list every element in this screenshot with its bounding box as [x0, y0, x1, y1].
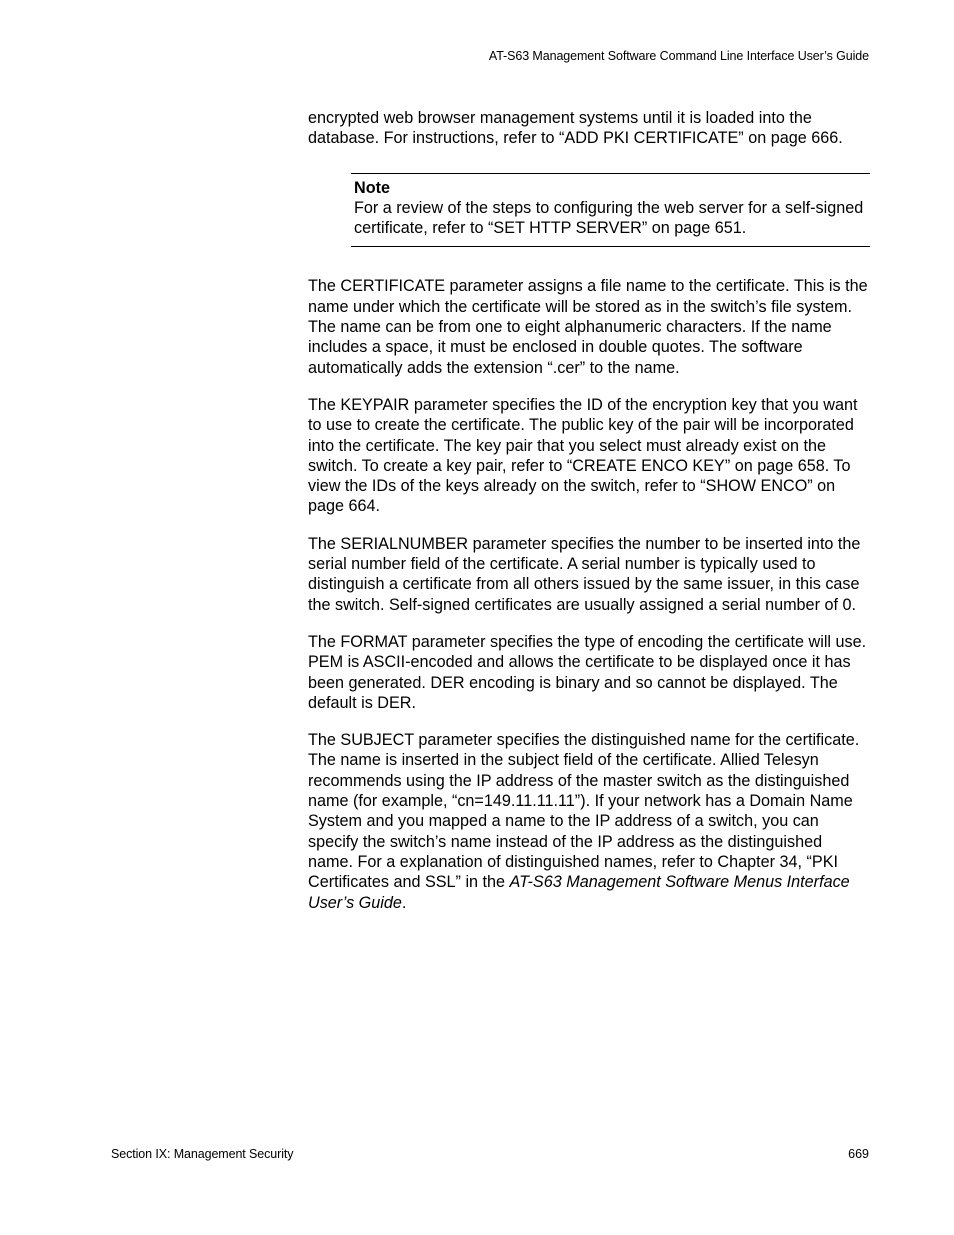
serialnumber-paragraph: The SERIALNUMBER parameter specifies the number to be inserted into the serial number field of the certificate. A serial number is typically used to distinguish a certificate from all others issued by the same issuer, in this case the switch. Self-signed certificates are usually assigned a serial number of 0. — [308, 534, 861, 614]
page-number: 669 — [848, 1147, 869, 1161]
book-title: AT-S63 Management Software Menus Interface User’s Guide — [308, 873, 850, 912]
keypair-paragraph: The KEYPAIR parameter specifies the ID of the encryption key that you want to use to create the certificate. The public key of the pair will be incorporated into the certificate. The key pair that you select must already exist on the switch. To create a key pair, refer to “CREATE ENCO KEY” on page 658. To view the IDs of the keys already on the switch, refer to “SHOW ENCO” on page 664. — [308, 395, 858, 516]
certificate-paragraph: The CERTIFICATE parameter assigns a file name to the certificate. This is the name under which the certificate will be stored as in the switch’s file system. The name can be from one to eight alphanumeric characters. If the name includes a space, it must be enclosed in double quotes. The software automatically adds the extension “.cer” to the name. — [308, 277, 868, 377]
subject-text: The SUBJECT parameter specifies the distinguished name for the certificate. The name is inserted in the subject field of the certificate. Allied Telesyn recommends using the IP address of the master switch as the distinguished name (for example, “cn=149.11.11.11”). If your network has a Domain Name System and you mapped a name to the IP address of a switch, you can specify the switch’s name instead of the IP address as the distinguished name. For a explanation of distinguished names, refer to Chapter 34, “PKI Certificates and SSL” in the — [308, 731, 860, 892]
subject-end: . — [401, 893, 407, 912]
body-column — [308, 108, 870, 930]
intro-paragraph: encrypted web browser management systems until it is loaded into the database. For instructions, refer to “ADD PKI CERTIFICATE” on page 666. — [308, 109, 843, 148]
note-text: For a review of the steps to configuring the web server for a self-signed certificate, refer to “SET HTTP SERVER” on page 651. — [354, 198, 864, 238]
subject-paragraph — [308, 730, 870, 913]
note-box — [351, 173, 870, 248]
note-title: Note — [354, 178, 390, 197]
format-paragraph: The FORMAT parameter specifies the type of encoding the certificate will use. PEM is ASCII-encoded and allows the certificate to be displayed once it has been generated. DER encoding is binary and so cannot be displayed. The default is DER. — [308, 632, 867, 712]
footer-section: Section IX: Management Security — [111, 1147, 294, 1161]
running-header: AT-S63 Management Software Command Line Interface User’s Guide — [488, 49, 869, 63]
